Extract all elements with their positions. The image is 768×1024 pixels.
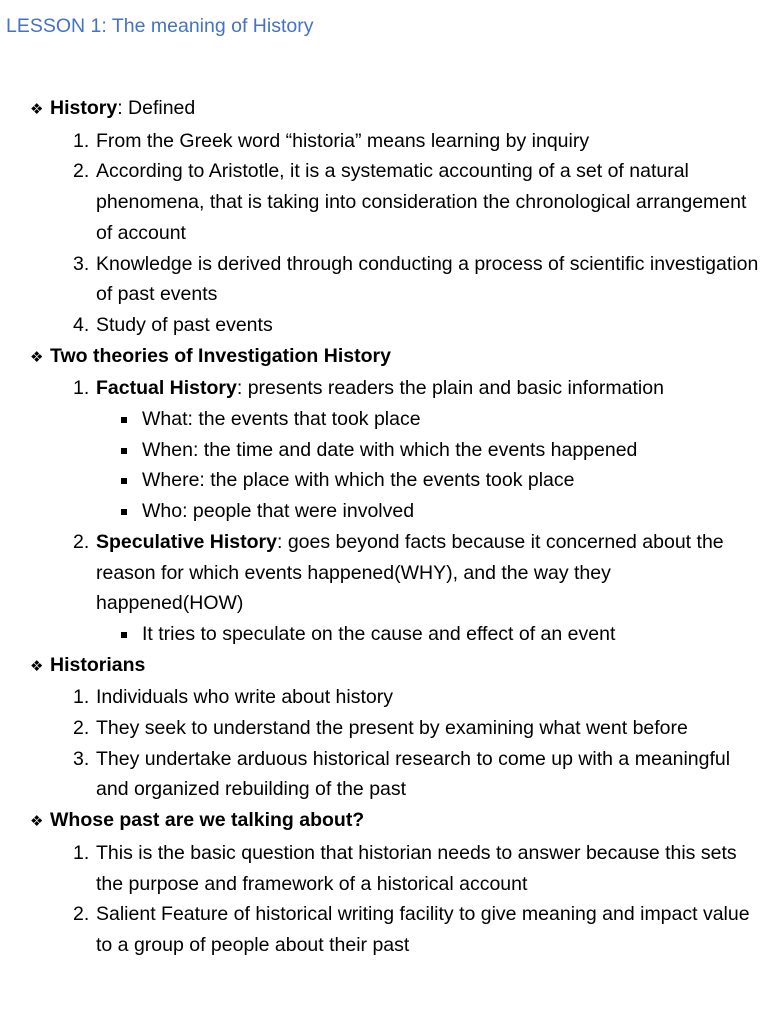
item-number: 2. <box>73 160 90 183</box>
section-two-theories <box>30 341 760 650</box>
lesson-title: LESSON 1: The meaning of History <box>6 15 314 37</box>
item-text: They undertake arduous historical research to come up with a meaningful and organized rebuilding of the past <box>96 747 731 801</box>
section-heading <box>30 805 760 838</box>
item-text: : presents readers the plain and basic information <box>236 377 664 400</box>
four-diamond-bullet-icon: ❖ <box>30 348 44 366</box>
sub-bullet-item <box>30 619 760 650</box>
four-diamond-bullet-icon: ❖ <box>30 813 44 831</box>
section-heading-suffix: : Defined <box>117 97 196 119</box>
square-bullet-icon <box>121 632 127 638</box>
item-text: Knowledge is derived through conducting a process of scientific investigation of past events <box>96 252 759 306</box>
item-number: 2. <box>73 530 90 553</box>
item-number: 3. <box>73 252 90 275</box>
square-bullet-icon <box>121 478 127 484</box>
item-text: Salient Feature of historical writing facility to give meaning and impact value to a group of people about their past <box>96 903 750 956</box>
item-number: 1. <box>73 377 90 400</box>
section-historians <box>30 650 760 806</box>
square-bullet-icon <box>121 509 127 515</box>
sub-bullet-text: What: the events that took place <box>142 408 421 431</box>
item-number: 2. <box>73 717 90 740</box>
list-item <box>30 744 760 805</box>
list-item <box>30 126 760 157</box>
sub-bullet-text: Where: the place with which the events took place <box>142 469 575 492</box>
section-heading <box>30 650 760 683</box>
sub-bullet-text: It tries to speculate on the cause and effect of an event <box>142 622 616 645</box>
item-number: 1. <box>73 841 90 864</box>
list-item <box>30 373 760 404</box>
section-heading <box>30 93 760 126</box>
item-number: 1. <box>73 686 90 709</box>
section-heading-text: Two theories of Investigation History <box>50 344 391 367</box>
item-number: 2. <box>73 903 90 926</box>
square-bullet-icon <box>121 448 127 454</box>
sub-bullet-text: When: the time and date with which the events happened <box>142 438 638 461</box>
item-term: Speculative History <box>96 530 277 553</box>
four-diamond-bullet-icon: ❖ <box>30 101 44 118</box>
item-text: From the Greek word “historia” means learning by inquiry <box>96 129 590 152</box>
list-item <box>30 310 760 341</box>
square-bullet-icon <box>121 417 127 423</box>
list-item <box>30 156 760 248</box>
item-text: Study of past events <box>96 313 273 336</box>
sub-bullet-text: Who: people that were involved <box>142 500 415 523</box>
item-number: 3. <box>73 747 90 770</box>
item-text: According to Aristotle, it is a systematic accounting of a set of natural phenomena, that is taking into consideration the chronological arrangement of account <box>96 160 747 244</box>
section-heading-text: Historians <box>50 653 146 676</box>
sub-bullet-item <box>30 465 760 496</box>
section-history-defined <box>30 93 760 341</box>
item-number: 4. <box>73 313 90 336</box>
list-item <box>30 527 760 619</box>
item-text: : goes beyond facts because it concerned about the reason for which events happened(WHY), and the way they happened(HOW) <box>96 530 724 615</box>
section-heading <box>30 341 760 374</box>
section-heading-text: Whose past are we talking about? <box>50 809 365 832</box>
section-whose-past <box>30 805 760 961</box>
list-item <box>30 838 760 899</box>
sub-bullet-item <box>30 435 760 466</box>
list-item <box>30 713 760 744</box>
list-item <box>30 899 760 960</box>
list-item <box>30 249 760 310</box>
item-text: This is the basic question that historian needs to answer because this sets the purpose and framework of a historical account <box>96 841 737 895</box>
sub-bullet-item <box>30 404 760 435</box>
section-heading-text: History <box>50 97 118 119</box>
document-body <box>30 93 760 961</box>
item-number: 1. <box>73 129 90 152</box>
item-text: They seek to understand the present by examining what went before <box>96 717 688 740</box>
list-item <box>30 682 760 713</box>
sub-bullet-item <box>30 496 760 527</box>
item-text: Individuals who write about history <box>96 686 393 709</box>
item-term: Factual History <box>96 377 237 400</box>
four-diamond-bullet-icon: ❖ <box>30 657 44 675</box>
